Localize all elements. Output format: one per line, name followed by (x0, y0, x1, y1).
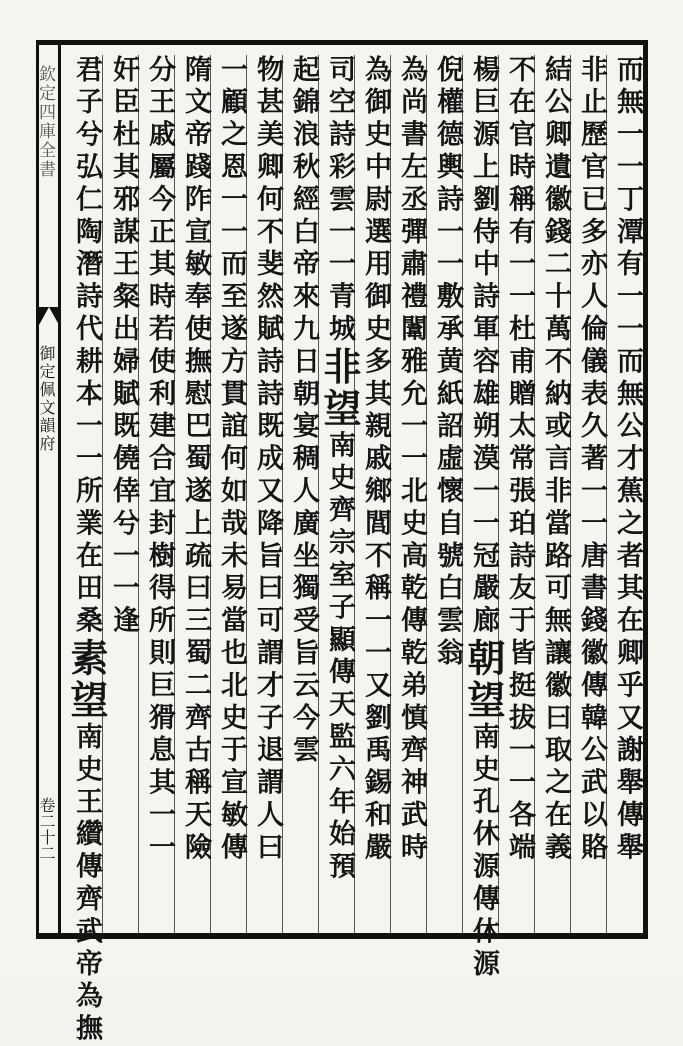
text-column-2: 非止歷官已多亦人倫儀表久著一一唐書錢徽傳韓公武以賂 (570, 55, 611, 933)
bottom-border-rule (36, 933, 648, 939)
text-column-9: 司空詩彩雲一一青城非望南史齊宗室子顯傳天監六年始預 (318, 55, 359, 933)
fold-book-title: 御定佩文韻府 (37, 345, 56, 453)
text-column-5: 楊巨源上劉侍中詩軍容雄朔漠一一冠嚴廊朝望南史孔休源傳休源 (461, 55, 506, 982)
headword: 非望 (317, 346, 362, 431)
text-column-8: 為御史中尉選用御史多其親戚鄉閭不稱一一又劉禹錫和嚴 (354, 55, 395, 933)
text-column-12: 一顧之恩一一而至遂方貫誼何如哉未易當也北史于宣敏傳 (210, 55, 251, 933)
text-column-11: 物甚美卿何不斐然賦詩詩既成又降旨曰可謂才子退謂人曰 (246, 55, 287, 933)
text-column-1: 而無一一丁潭有一一而無公才蕉之者其在卿乎又謝舉傳舉 (606, 55, 647, 933)
text-column-6: 倪權德輿詩一一敷承黄紙詔虛懷自號白雲翁 (426, 55, 467, 933)
text-column-13: 隋文帝踐阼宣敏奉使撫慰巴蜀遂上疏曰三蜀二齊古稱天險 (174, 55, 215, 933)
text-column-3: 結公卿遺徽錢二十萬不納或言非當路可無讓徽曰取之在義 (534, 55, 575, 933)
text-column-10: 起錦浪秋經白帝來九日朝宴稠人廣坐獨受旨云今雲 (282, 55, 323, 933)
headword: 素望 (64, 638, 109, 723)
text-column-7: 為尚書左丞彈肅禮闈雅允一一北史高乾傳乾弟慎齊神武時 (390, 55, 431, 933)
fishtail-mark-icon (39, 307, 59, 325)
text-column-4: 不在官時稱有一一杜甫贈太常張珀詩友于皆挺拔一一各端 (498, 55, 539, 933)
page-fold-margin (35, 45, 58, 933)
text-column-14: 分王戚屬今正其時若使利建合宜封樹得所則巨猾息其一一 (138, 55, 179, 933)
text-column-16: 君子兮弘仁陶潛詩代耕本一一所業在田桑素望南史王纘傳齊武帝為撫 (64, 55, 109, 1046)
headword: 朝望 (461, 638, 506, 723)
fold-top-title: 欽定四庫全書 (35, 65, 55, 179)
text-area (61, 45, 643, 1046)
fold-page-number: 卷二十二 (37, 797, 56, 861)
text-column-15: 奸臣杜其邪謀王粲出婦賦既僥倖兮一一逢 (102, 55, 143, 933)
